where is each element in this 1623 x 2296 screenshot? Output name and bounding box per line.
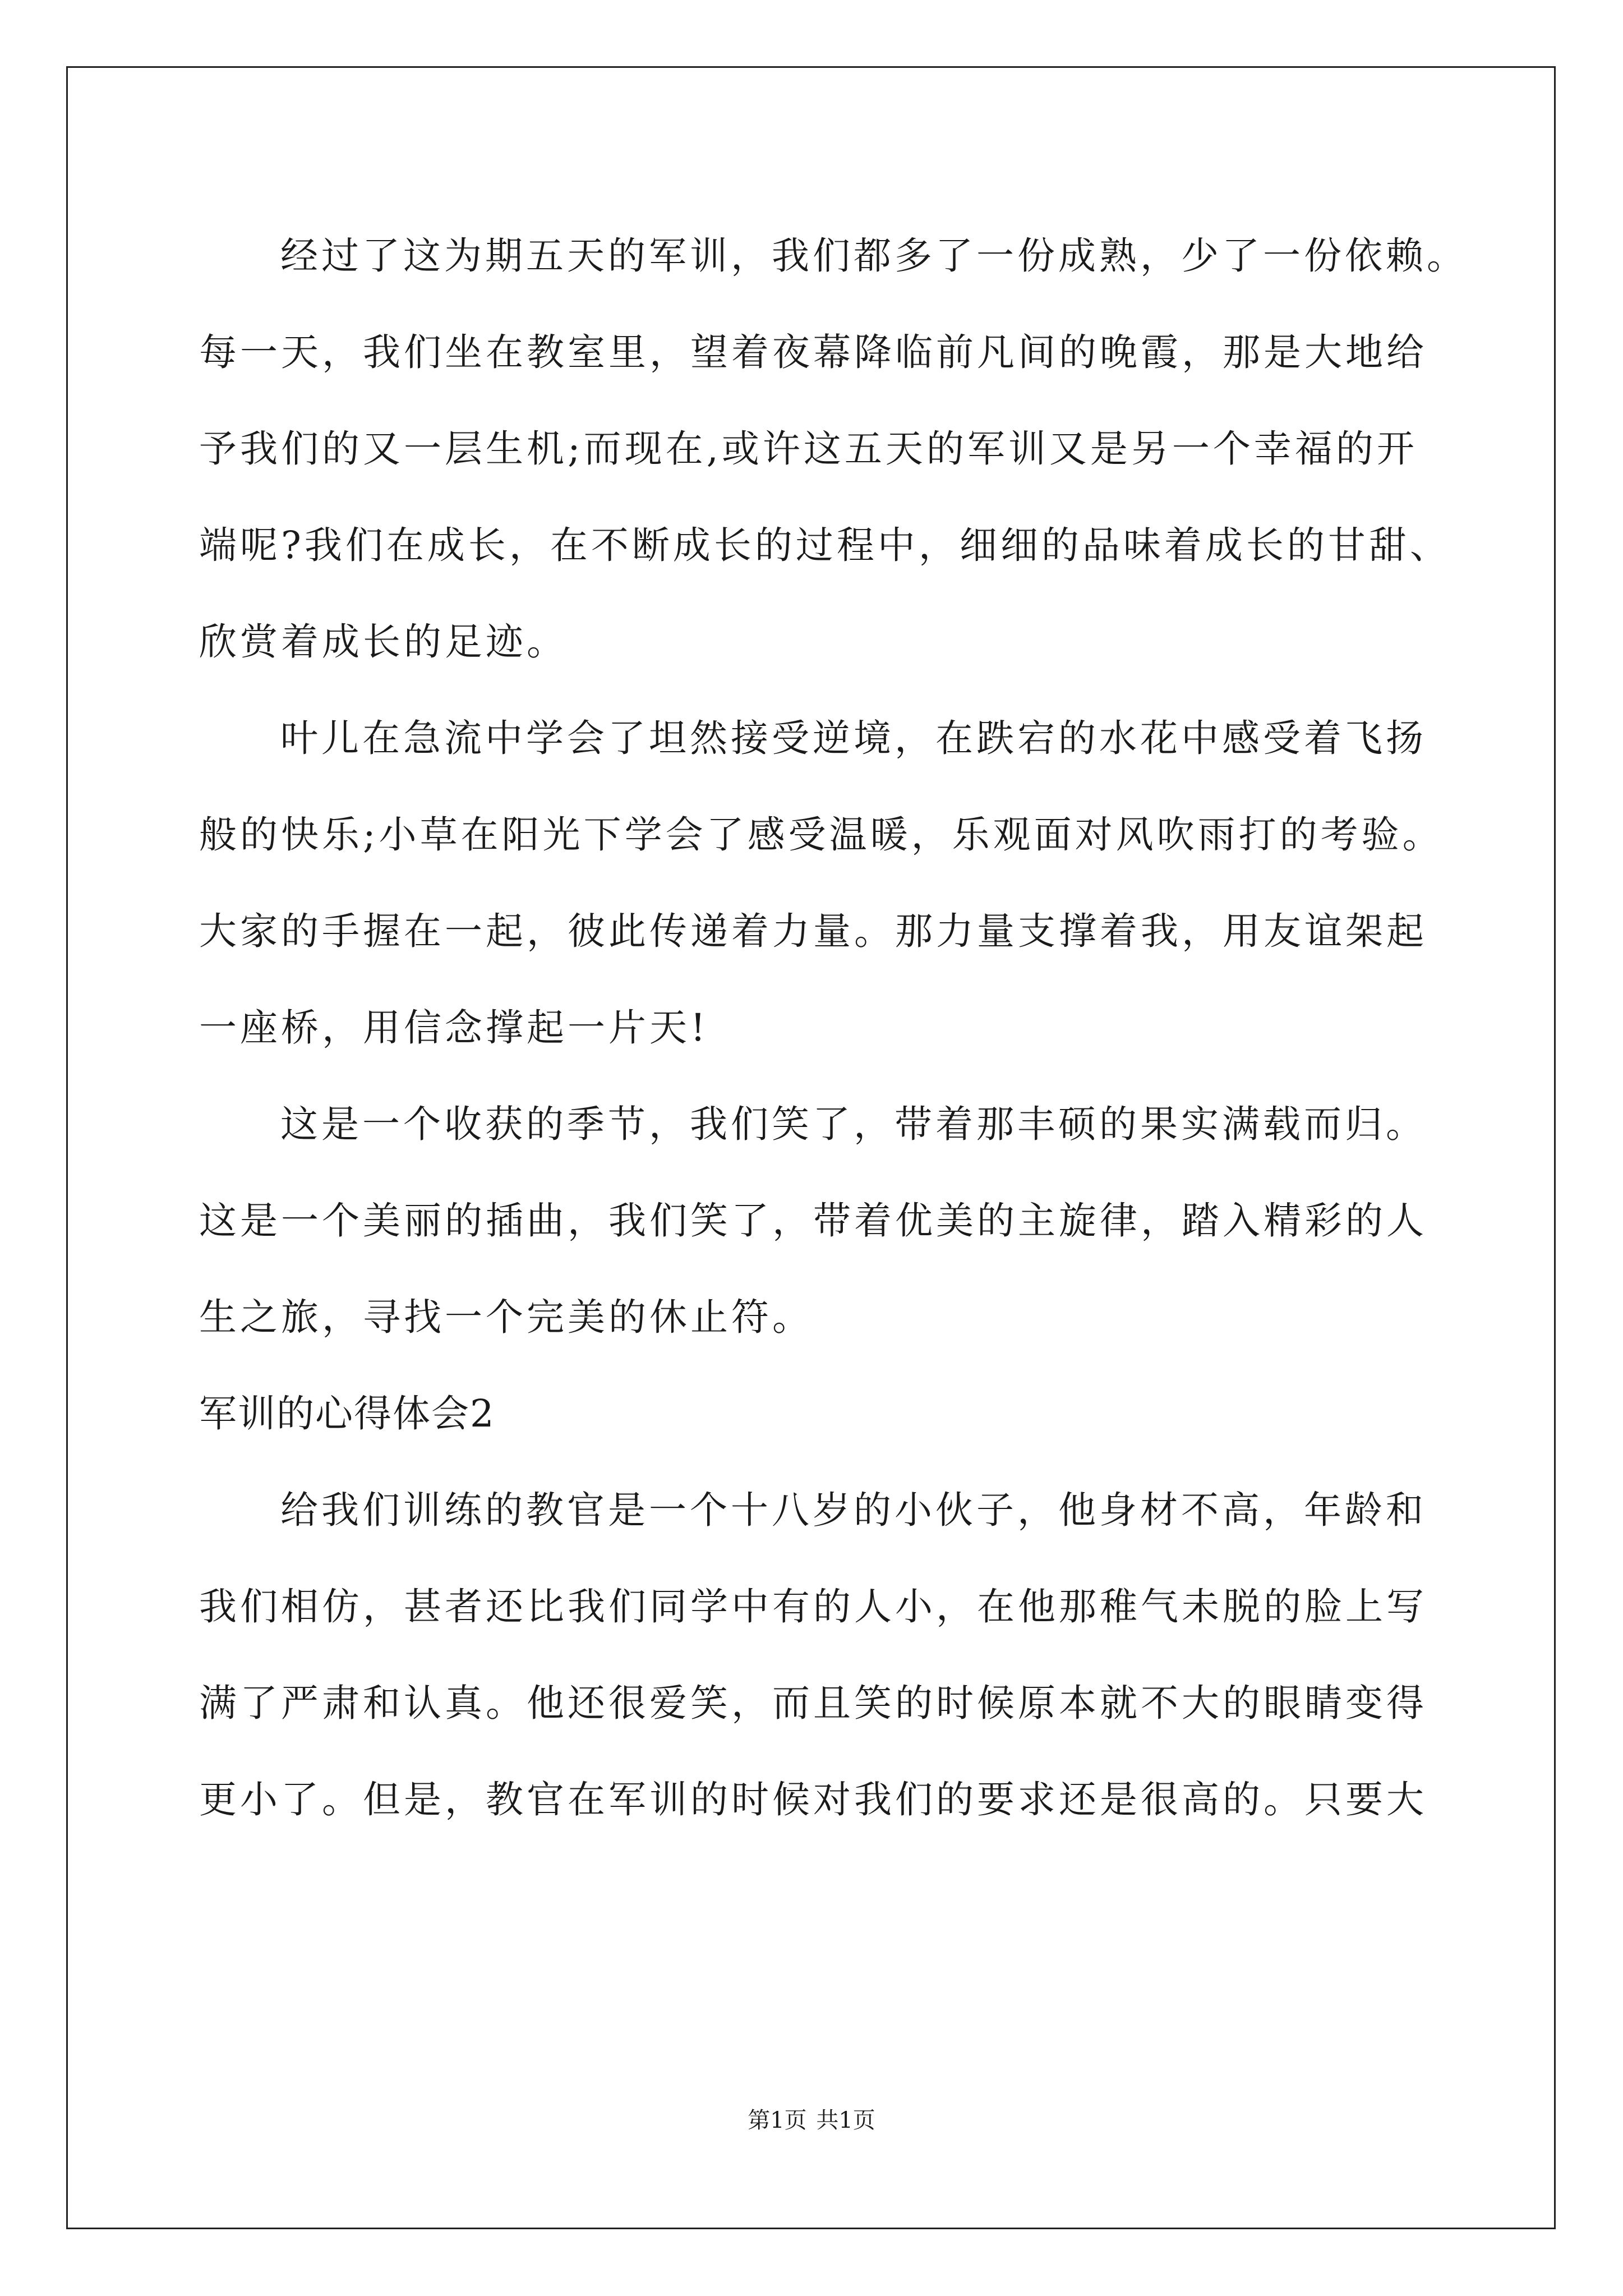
- paragraph-line: 叶儿在急流中学会了坦然接受逆境，在跌宕的水花中感受着飞扬: [280, 716, 1427, 760]
- paragraph-line: 我们相仿，甚者还比我们同学中有的人小，在他那稚气未脱的脸上写: [199, 1585, 1427, 1628]
- paragraph-line: 大家的手握在一起，彼此传递着力量。那力量支撑着我，用友谊架起: [199, 909, 1427, 953]
- paragraph-line: 生之旅，寻找一个完美的休止符。: [199, 1295, 813, 1339]
- paragraph-line: 这是一个美丽的插曲，我们笑了，带着优美的主旋律，踏入精彩的人: [199, 1199, 1427, 1243]
- page-number-footer: 第1页 共1页: [748, 2108, 875, 2133]
- paragraph-line: 经过了这为期五天的军训，我们都多了一份成熟，少了一份依赖。: [280, 234, 1468, 278]
- document-body: [199, 208, 1468, 1848]
- paragraph-line: 予我们的又一层生机;而现在,或许这五天的军训又是另一个幸福的开: [199, 427, 1418, 471]
- paragraph-line: 欣赏着成长的足迹。: [199, 620, 568, 664]
- paragraph-line: 每一天，我们坐在教室里，望着夜幕降临前凡间的晚霞，那是大地给: [199, 330, 1427, 374]
- paragraph-line: 般的快乐;小草在阳光下学会了感受温暖，乐观面对风吹雨打的考验。: [199, 813, 1444, 857]
- paragraph-line: 更小了。但是，教官在军训的时候对我们的要求还是很高的。只要大: [199, 1778, 1427, 1821]
- paragraph-line: 满了严肃和认真。他还很爱笑，而且笑的时候原本就不大的眼睛变得: [199, 1681, 1427, 1725]
- paragraph-line: 一座桥，用信念撑起一片天!: [199, 1006, 709, 1050]
- paragraph-line: 端呢?我们在成长，在不断成长的过程中，细细的品味着成长的甘甜、: [199, 523, 1451, 567]
- section-heading: 军训的心得体会2: [199, 1392, 495, 1435]
- paragraph-line: 这是一个收获的季节，我们笑了，带着那丰硕的果实满载而归。: [280, 1102, 1427, 1146]
- paragraph-line: 给我们训练的教官是一个十八岁的小伙子，他身材不高，年龄和: [280, 1488, 1427, 1532]
